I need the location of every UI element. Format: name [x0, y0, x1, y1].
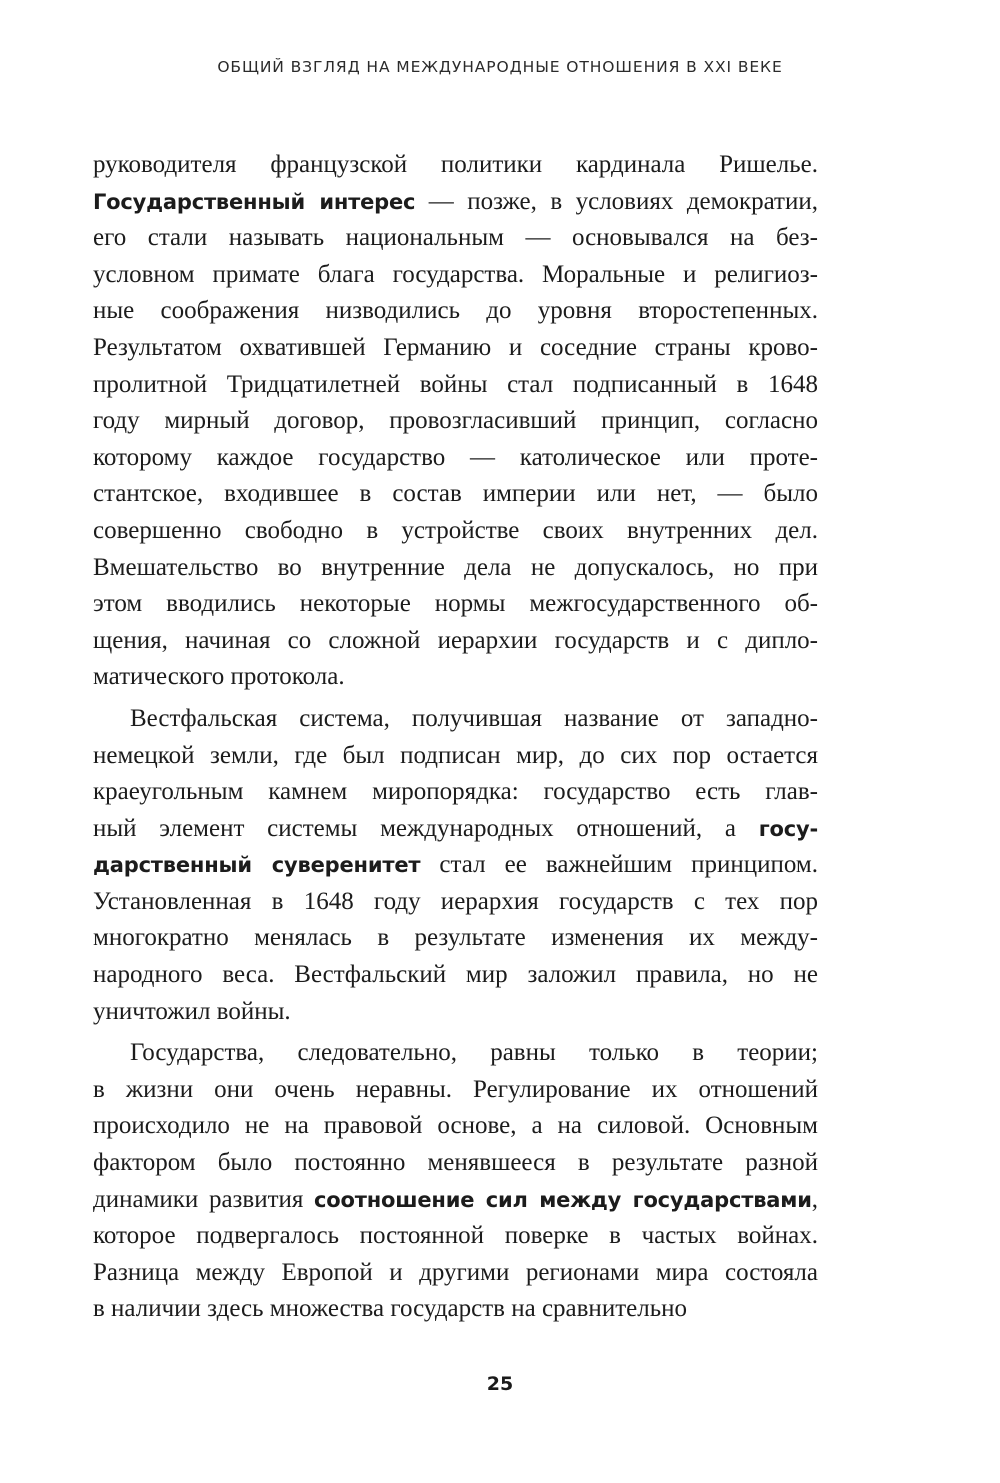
bold-term: Государственный интерес — [93, 189, 416, 214]
text-line — [93, 367, 818, 404]
text-line — [93, 920, 818, 957]
text-run: краеугольным камнем миропорядка: государство есть глав- — [93, 778, 818, 806]
text-line — [93, 586, 818, 623]
text-line — [93, 1182, 818, 1219]
text-run: немецкой земли, где был подписан мир, до сих пор остается — [93, 741, 818, 769]
text-run: — позже, в условиях демократии, — [415, 187, 818, 215]
text-run: щения, начиная со сложной иерархии государств и с дипло- — [93, 626, 818, 654]
text-run: стантское, входившее в состав империи или нет, — было — [93, 480, 818, 508]
text-line — [93, 1108, 818, 1145]
text-line — [93, 440, 818, 477]
bold-term: госу- — [758, 816, 818, 841]
text-run: , — [811, 1185, 818, 1213]
text-run: году мирный договор, провозгласивший принцип, согласно — [93, 407, 818, 435]
text-line — [93, 147, 818, 184]
text-run: ный элемент системы международных отношений, а — [93, 814, 759, 842]
text-line — [93, 220, 818, 257]
text-run: Государства, следовательно, равны только в теории; — [130, 1039, 818, 1067]
text-run: Разница между Европой и другими регионами мира состояла — [93, 1258, 818, 1286]
text-run: этом вводились некоторые нормы межгосударственного об- — [93, 590, 818, 618]
text-line — [93, 1035, 818, 1072]
text-line — [93, 476, 818, 513]
page-number: 25 — [486, 1373, 514, 1395]
text-line — [93, 811, 818, 848]
text-run: фактором было постоянно менявшееся в результате разной — [93, 1149, 818, 1177]
text-line — [93, 1255, 818, 1292]
text-run: условном примате блага государства. Моральные и религиоз- — [93, 260, 818, 288]
text-line — [93, 701, 818, 738]
text-line — [93, 659, 818, 696]
text-line — [93, 1218, 818, 1255]
text-line — [93, 1145, 818, 1182]
text-run: многократно менялась в результате изменения их между- — [93, 924, 818, 952]
text-run: Установленная в 1648 году иерархия государств с тех пор — [93, 887, 818, 915]
text-run: которому каждое государство — католическое или проте- — [93, 443, 818, 471]
text-line — [93, 994, 818, 1031]
paragraph — [93, 147, 818, 696]
bold-term: соотношение сил между государствами — [314, 1187, 812, 1212]
text-line — [93, 738, 818, 775]
text-run: руководителя французской политики кардинала Ришелье. — [93, 151, 818, 178]
text-line — [93, 330, 818, 367]
text-run: уничтожил войны. — [93, 997, 291, 1025]
text-run: Вестфальская система, получившая название от западно- — [130, 704, 818, 732]
text-line — [93, 403, 818, 440]
running-header: ОБЩИЙ ВЗГЛЯД НА МЕЖДУНАРОДНЫЕ ОТНОШЕНИЯ В XXI ВЕКЕ — [217, 58, 783, 76]
text-run: динамики развития — [93, 1185, 315, 1213]
text-line — [93, 884, 818, 921]
text-run: совершенно свободно в устройстве своих внутренних дел. — [93, 516, 818, 544]
text-run: ные соображения низводились до уровня второстепенных. — [93, 297, 818, 325]
text-line — [93, 957, 818, 994]
body-text — [93, 147, 818, 1328]
text-line — [93, 847, 818, 884]
text-line — [93, 623, 818, 660]
text-run: стал ее важнейшим принципом. — [420, 851, 818, 879]
text-line — [93, 293, 818, 330]
text-run: в жизни они очень неравны. Регулирование их отношений — [93, 1075, 818, 1103]
text-run: Вмешательство во внутренние дела не допускалось, но при — [93, 553, 818, 581]
text-run: Результатом охватившей Германию и соседние страны крово- — [93, 333, 818, 361]
text-run: его стали называть национальным — основывался на без- — [93, 224, 818, 252]
text-line — [93, 513, 818, 550]
text-run: которое подвергалось постоянной поверке в частых войнах. — [93, 1222, 818, 1250]
text-run: народного веса. Вестфальский мир заложил правила, но не — [93, 961, 818, 989]
paragraph — [93, 701, 818, 1030]
text-line — [93, 1291, 818, 1328]
text-run: пролитной Тридцатилетней войны стал подписанный в 1648 — [93, 370, 818, 398]
text-run: в наличии здесь множества государств на сравнительно — [93, 1295, 687, 1323]
text-line — [93, 1072, 818, 1109]
paragraph — [93, 1035, 818, 1328]
text-run: матического протокола. — [93, 663, 345, 691]
text-line — [93, 550, 818, 587]
text-line — [93, 774, 818, 811]
text-line — [93, 184, 818, 221]
text-run: происходило не на правовой основе, а на силовой. Основным — [93, 1112, 818, 1140]
text-line — [93, 257, 818, 294]
bold-term: дарственный суверенитет — [93, 853, 421, 878]
